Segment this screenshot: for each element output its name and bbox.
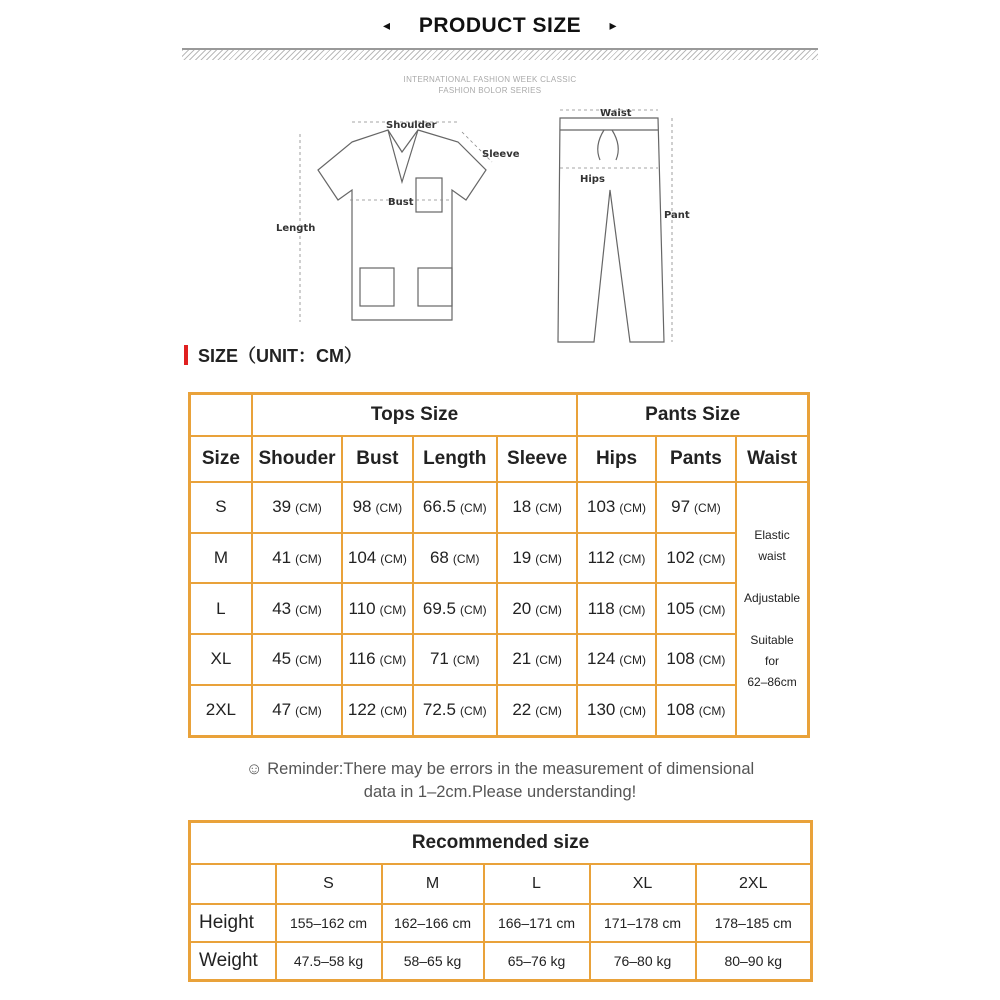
pants-cell: 105 (CM)	[656, 583, 736, 634]
reminder-note	[0, 758, 1000, 804]
bust-cell: 104 (CM)	[342, 533, 412, 584]
waist-note-line: Adjustable	[744, 591, 801, 605]
bust-cell: 122 (CM)	[342, 685, 412, 737]
height-cell: 166–171 cm	[484, 904, 590, 942]
size-title-text: SIZE（UNIT：CM）	[198, 346, 362, 366]
height-cell: 178–185 cm	[696, 904, 812, 942]
rec-size-header: L	[484, 864, 590, 904]
length-cell: 66.5 (CM)	[413, 482, 497, 533]
size-cell: M	[190, 533, 252, 584]
shoulder-cell: 39 (CM)	[252, 482, 342, 533]
table-row	[190, 533, 809, 584]
subtitle	[0, 74, 980, 96]
rec-size-header: S	[276, 864, 382, 904]
hips-cell: 112 (CM)	[577, 533, 655, 584]
chest-pocket	[416, 178, 442, 212]
sleeve-cell: 21 (CM)	[497, 634, 577, 685]
weight-cell: 58–65 kg	[382, 942, 484, 981]
recommended-size-table	[188, 820, 813, 982]
size-section-title	[184, 344, 362, 366]
length-cell: 72.5 (CM)	[413, 685, 497, 737]
sleeve-cell: 20 (CM)	[497, 583, 577, 634]
rec-size-header: M	[382, 864, 484, 904]
sleeve-cell: 19 (CM)	[497, 533, 577, 584]
subtitle-line-2: FASHION BOLOR SERIES	[438, 86, 542, 95]
waist-note-line: Elastic	[754, 528, 790, 542]
waist-note-line: 62–86cm	[747, 675, 797, 689]
subtitle-line-1: INTERNATIONAL FASHION WEEK CLASSIC	[403, 75, 577, 84]
tops-size-header: Tops Size	[252, 394, 578, 437]
reminder-line-2: data in 1–2cm.Please understanding!	[363, 783, 637, 801]
pants-outline	[558, 118, 664, 342]
reminder-line-1: ☺ Reminder:There may be errors in the measurement of dimensional	[245, 760, 755, 778]
left-pocket	[360, 268, 394, 306]
scrub-top-outline	[318, 130, 486, 320]
recommended-title: Recommended size	[190, 822, 812, 865]
pant-label: Pant	[664, 210, 690, 221]
size-cell: XL	[190, 634, 252, 685]
header-divider	[182, 48, 818, 60]
pants-cell: 102 (CM)	[656, 533, 736, 584]
shoulder-cell: 47 (CM)	[252, 685, 342, 737]
pants-cell: 108 (CM)	[656, 685, 736, 737]
sleeve-cell: 22 (CM)	[497, 685, 577, 737]
size-table	[188, 392, 810, 738]
size-cell: S	[190, 482, 252, 533]
col-header-shoulder: Shouder	[252, 436, 342, 482]
table-row	[190, 482, 809, 533]
col-header-bust: Bust	[342, 436, 412, 482]
length-cell: 69.5 (CM)	[413, 583, 497, 634]
waist-note-line: Suitable	[750, 633, 794, 647]
hips-cell: 103 (CM)	[577, 482, 655, 533]
sleeve-label: Sleeve	[482, 149, 520, 160]
hips-cell: 118 (CM)	[577, 583, 655, 634]
table-row	[190, 634, 809, 685]
hips-cell: 130 (CM)	[577, 685, 655, 737]
table-corner	[190, 394, 252, 437]
pants-cell: 97 (CM)	[656, 482, 736, 533]
size-cell: 2XL	[190, 685, 252, 737]
length-cell: 71 (CM)	[413, 634, 497, 685]
height-cell: 155–162 cm	[276, 904, 382, 942]
bust-cell: 110 (CM)	[342, 583, 412, 634]
pants-size-header: Pants Size	[577, 394, 808, 437]
col-header-pants: Pants	[656, 436, 736, 482]
col-header-hips: Hips	[577, 436, 655, 482]
right-arrow-icon: ▸	[609, 17, 618, 33]
page-header	[0, 14, 1000, 38]
waist-note-cell	[736, 482, 808, 737]
col-header-size: Size	[190, 436, 252, 482]
page-title: PRODUCT SIZE	[418, 14, 582, 37]
weight-cell: 76–80 kg	[590, 942, 696, 981]
weight-cell: 80–90 kg	[696, 942, 812, 981]
table-row	[190, 583, 809, 634]
table-row	[190, 942, 812, 981]
shoulder-cell: 45 (CM)	[252, 634, 342, 685]
bust-label: Bust	[388, 197, 414, 208]
size-cell: L	[190, 583, 252, 634]
weight-cell: 65–76 kg	[484, 942, 590, 981]
row-label-weight: Weight	[190, 942, 276, 981]
rec-size-header: XL	[590, 864, 696, 904]
waist-label: Waist	[600, 108, 632, 119]
shoulder-cell: 41 (CM)	[252, 533, 342, 584]
shoulder-label: Shoulder	[386, 120, 437, 131]
pants-cell: 108 (CM)	[656, 634, 736, 685]
row-label-height: Height	[190, 904, 276, 942]
waist-note-line: for	[765, 654, 780, 668]
sleeve-cell: 18 (CM)	[497, 482, 577, 533]
col-header-sleeve: Sleeve	[497, 436, 577, 482]
hips-cell: 124 (CM)	[577, 634, 655, 685]
right-pocket	[418, 268, 452, 306]
col-header-waist: Waist	[736, 436, 808, 482]
bust-cell: 116 (CM)	[342, 634, 412, 685]
table-row	[190, 904, 812, 942]
table-row	[190, 685, 809, 737]
table-corner	[190, 864, 276, 904]
length-cell: 68 (CM)	[413, 533, 497, 584]
waist-note-line: waist	[758, 549, 786, 563]
left-arrow-icon: ◂	[382, 17, 391, 33]
garment-diagram	[260, 100, 730, 350]
col-header-length: Length	[413, 436, 497, 482]
shoulder-cell: 43 (CM)	[252, 583, 342, 634]
title-accent-bar	[184, 345, 188, 365]
bust-cell: 98 (CM)	[342, 482, 412, 533]
length-label: Length	[276, 223, 316, 234]
rec-size-header: 2XL	[696, 864, 812, 904]
height-cell: 162–166 cm	[382, 904, 484, 942]
hips-label: Hips	[580, 174, 605, 185]
weight-cell: 47.5–58 kg	[276, 942, 382, 981]
height-cell: 171–178 cm	[590, 904, 696, 942]
